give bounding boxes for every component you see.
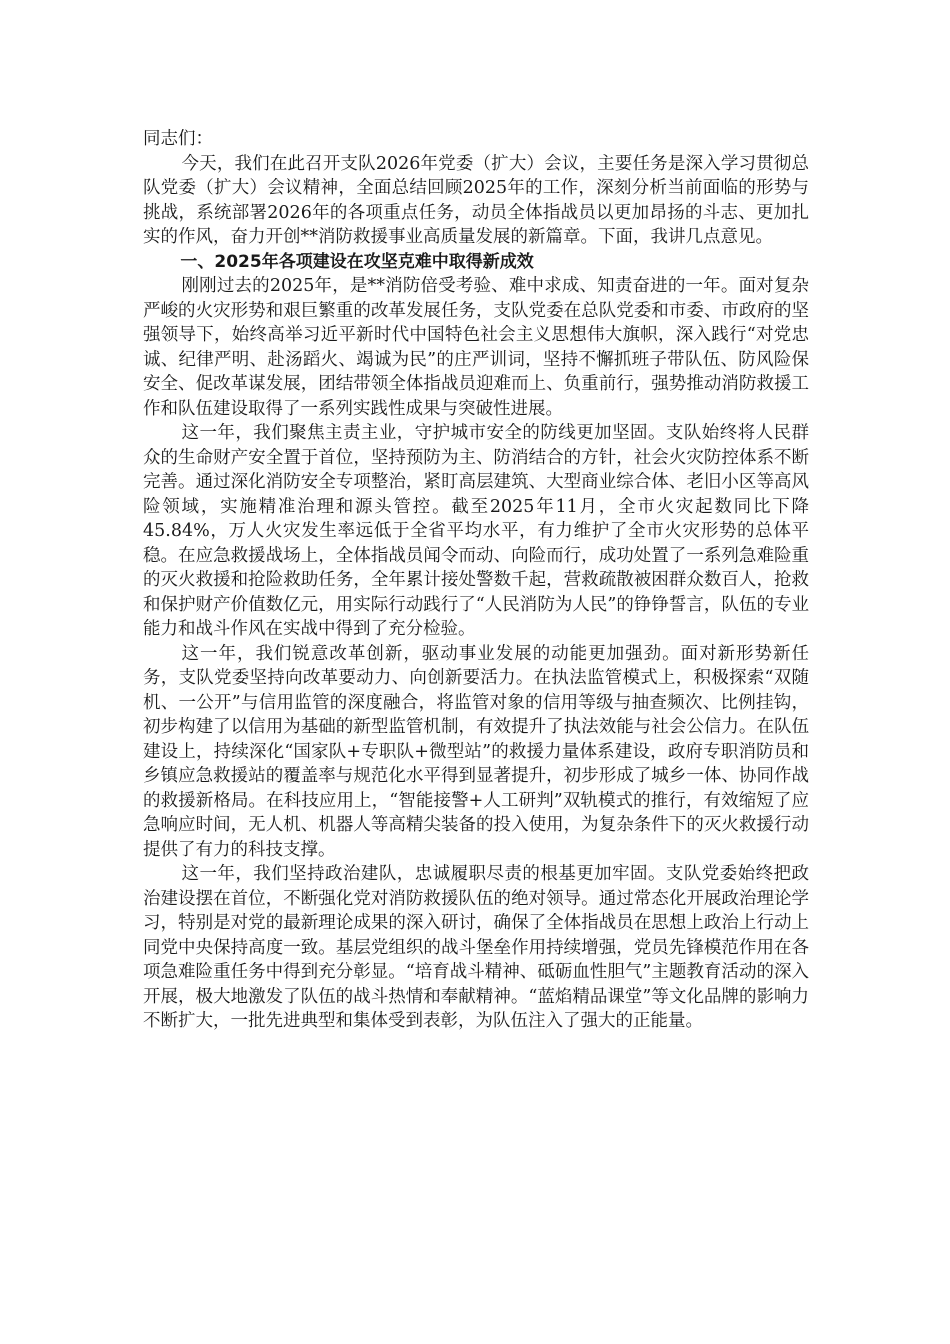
paragraph-political: 这一年，我们坚持政治建队，忠诚履职尽责的根基更加牢固。支队党委始终把政治建设摆在首位，不断强化党对消防救援队伍的绝对领导。通过常态化开展政治理论学习，特别是对党的最新理论成果的深入研讨，确保了全体指战员在思想上政治上行动上同党中央保持高度一致。基层党组织的战斗堡垒作用持续增强，党员先锋模范作用在各项急难险重任务中得到充分彰显。“培育战斗精神、砥砺血性胆气”主题教育活动的深入开展，极大地激发了队伍的战斗热情和奉献精神。“蓝焰精品课堂”等文化品牌的影响力不断扩大，一批先进典型和集体受到表彰，为队伍注入了强大的正能量。	[143, 864, 809, 1031]
document-body	[143, 127, 809, 1034]
paragraph-safety: 这一年，我们聚焦主责主业，守护城市安全的防线更加坚固。支队始终将人民群众的生命财产安全置于首位，坚持预防为主、防消结合的方针，社会火灾防控体系不断完善。通过深化消防安全专项整治，紧盯高层建筑、大型商业综合体、老旧小区等高风险领域，实施精准治理和源头管控。截至2025年11月，全市火灾起数同比下降45.84%，万人火灾发生率远低于全省平均水平，有力维护了全市火灾形势的总体平稳。在应急救援战场上，全体指战员闻令而动、向险而行，成功处置了一系列急难险重的灭火救援和抢险救助任务，全年累计接处警数千起，营救疏散被困群众数百人，抢救和保护财产价值数亿元，用实际行动践行了“人民消防为人民”的铮铮誓言，队伍的专业能力和战斗作风在实战中得到了充分检验。	[143, 423, 809, 639]
paragraph-intro: 今天，我们在此召开支队2026年党委（扩大）会议，主要任务是深入学习贯彻总队党委（扩大）会议精神，全面总结回顾2025年的工作，深刻分析当前面临的形势与挑战，系统部署2026年的各项重点任务，动员全体指战员以更加昂扬的斗志、更加扎实的作风，奋力开创**消防救援事业高质量发展的新篇章。下面，我讲几点意见。	[143, 153, 809, 247]
paragraph-reform: 这一年，我们锐意改革创新，驱动事业发展的动能更加强劲。面对新形势新任务，支队党委坚持向改革要动力、向创新要活力。在执法监管模式上，积极探索“双随机、一公开”与信用监管的深度融合，将监管对象的信用等级与抽查频次、比例挂钩，初步构建了以信用为基础的新型监管机制，有效提升了执法效能与社会公信力。在队伍建设上，持续深化“国家队+专职队+微型站”的救援力量体系建设，政府专职消防员和乡镇应急救援站的覆盖率与规范化水平得到显著提升，初步形成了城乡一体、协同作战的救援新格局。在科技应用上，“智能接警+人工研判”双轨模式的推行，有效缩短了应急响应时间，无人机、机器人等高精尖装备的投入使用，为复杂条件下的灭火救援行动提供了有力的科技支撑。	[143, 643, 809, 860]
paragraph-overview-2025: 刚刚过去的2025年，是**消防倍受考验、难中求成、知责奋进的一年。面对复杂严峻的火灾形势和艰巨繁重的改革发展任务，支队党委在总队党委和市委、市政府的坚强领导下，始终高举习近平新时代中国特色社会主义思想伟大旗帜，深入践行“对党忠诚、纪律严明、赴汤蹈火、竭诚为民”的庄严训词，坚持不懈抓班子带队伍、防风险保安全、促改革谋发展，团结带领全体指战员迎难而上、负重前行，强势推动消防救援工作和队伍建设取得了一系列实践性成果与突破性进展。	[143, 276, 809, 419]
section-heading-1: 一、2025年各项建设在攻坚克难中取得新成效	[180, 251, 534, 272]
salutation: 同志们：	[143, 129, 213, 149]
